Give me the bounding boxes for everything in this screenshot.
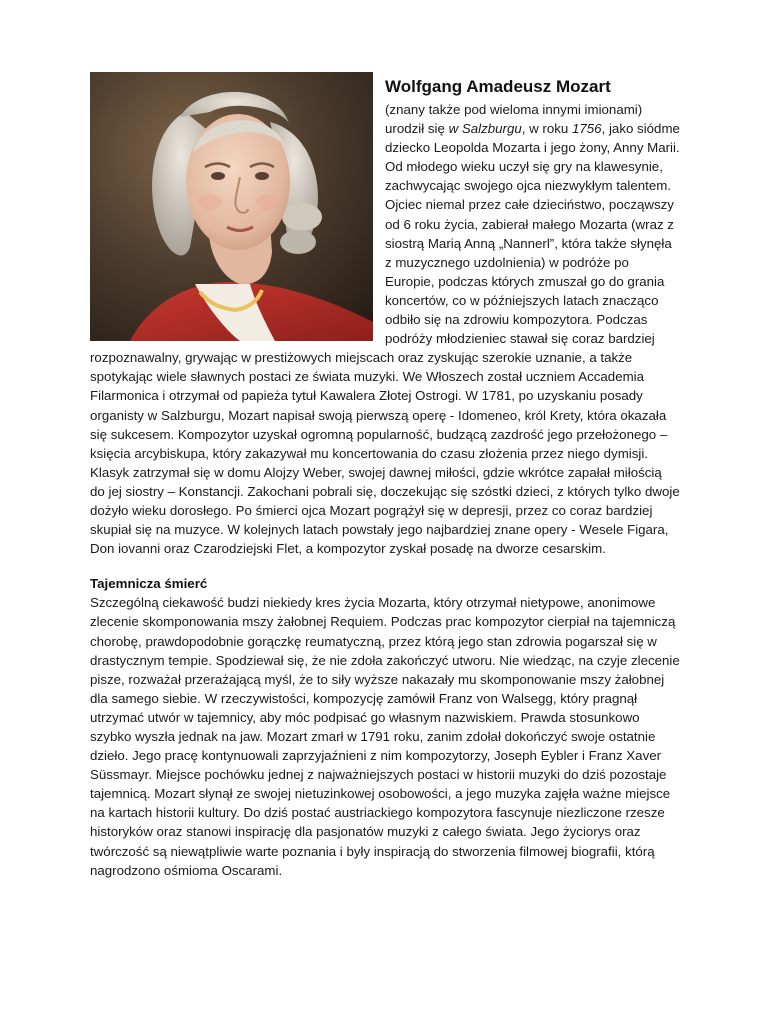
section-heading-mysterious-death: Tajemnicza śmierć bbox=[90, 576, 208, 592]
intro-text-rest: , jako siódme dziecko Leopolda Mozarta i jego żony, Anny Marii. Od młodego wieku uczył się gry na klawesynie, zachwycając swojego ojca niezwykłym talentem. Ojciec niemal przez całe dzieciństwo, począwszy od 6 roku życia, zabierał małego Mozarta (wraz z siostrą Marią Anną „Nannerl”, która także słynęła z muzycznego uzdolnienia) w podróże po Europie, podczas których zmuszał go do grania koncertów, co w późniejszych latach znacząco odbiło się na zdrowiu kompozytora. Podczas podróży młodzieniec stawał się coraz bardziej rozpoznawalny, grywając w prestiżowych miejscach oraz zyskując szerokie uznanie, a także spotykając wiele sławnych postaci ze świata muzyki. We Włoszech został uczniem Accademia Filarmonica i otrzymał od papieża tytuł Kawalera Złotej Ostrogi. W 1781, po uzyskaniu posady organisty w Salzburgu, Mozart napisał swoją pierwszą operę - Idomeneo, król Krety, która okazała się sukcesem. Kompozytor uzyskał ogromną popularność, budzącą zazdrość jego przełożonego – księcia arcybiskupa, który zakazywał mu koncertowania do czasu złożenia przez niego dymisji. Klasyk zatrzymał się w domu Alojzy Weber, swojej dawnej miłości, gdzie wkrótce zapałał miłością do jej siostry – Konstancji. Zakochani pobrali się, doczekując się szóstki dzieci, z których tylko dwoje dożyło wieku dorosłego. Po śmierci ojca Mozart pogrążył się w depresji, przez co coraz bardziej skupiał się na muzyce. W kolejnych latach powstały jego najbardziej znane opery - Wesele Figara, Don iovanni oraz Czarodziejski Flet, a kompozytor zyskał posadę na dworze cesarskim. bbox=[90, 121, 680, 557]
intro-text-start: (znany także pod wieloma innymi imionami) urodził się bbox=[385, 102, 643, 137]
mozart-portrait-image bbox=[90, 72, 373, 341]
section-paragraph-mysterious-death: Szczególną ciekawość budzi niekiedy kres życia Mozarta, który otrzymał nietypowe, anonimowe zlecenie skomponowania mszy żałobnej Requiem. Podczas prac kompozytor cierpiał na tajemniczą chorobę, prawdopodobnie gorączkę reumatyczną, przez którą jego stan zdrowia pogarszał się w drastycznym tempie. Spodziewał się, że nie zdoła zakończyć utworu. Nie wiedząc, na czyje zlecenie pisze, rozważał przerażającą myśl, że to siły wyższe nakazały mu skomponowanie mszy żałobnej dla samego siebie. W rzeczywistości, kompozycję zamówił Franz von Walsegg, który pragnął utrzymać utwór w tajemnicy, aby móc podpisać go własnym nazwiskiem. Prawda stosunkowo szybko wyszła jednak na jaw. Mozart zmarł w 1791 roku, zanim zdołał dokończyć swoje ostatnie dzieło. Jego pracę kontynuowali zaprzyjaźnieni z nim kompozytorzy, Joseph Eybler i Franz Xaver Süssmayr. Miejsce pochówku jednej z najważniejszych postaci w historii muzyki do dziś pozostaje tajemnicą. Mozart słynął ze swojej nietuzinkowej osobowości, a jego muzyka zajęła ważne miejsce na kartach historii kultury. Do dziś postać austriackiego kompozytora fascynuje niezliczone rzesze historyków oraz stanowi inspirację dla pasjonatów muzyki z całego świata. Jego życiorys oraz twórczość są niewątpliwie warte poznania i były inspiracją do stworzenia filmowej biografii, którą nagrodzono ośmioma Oscarami. bbox=[90, 595, 680, 878]
intro-year: 1756 bbox=[571, 121, 602, 137]
document-page bbox=[90, 72, 680, 880]
article-title: Wolfgang Amadeusz Mozart bbox=[385, 77, 611, 96]
intro-text-mid: , w roku bbox=[521, 121, 572, 137]
portrait-illustration bbox=[90, 72, 373, 341]
intro-place: w Salzburgu bbox=[448, 121, 522, 137]
